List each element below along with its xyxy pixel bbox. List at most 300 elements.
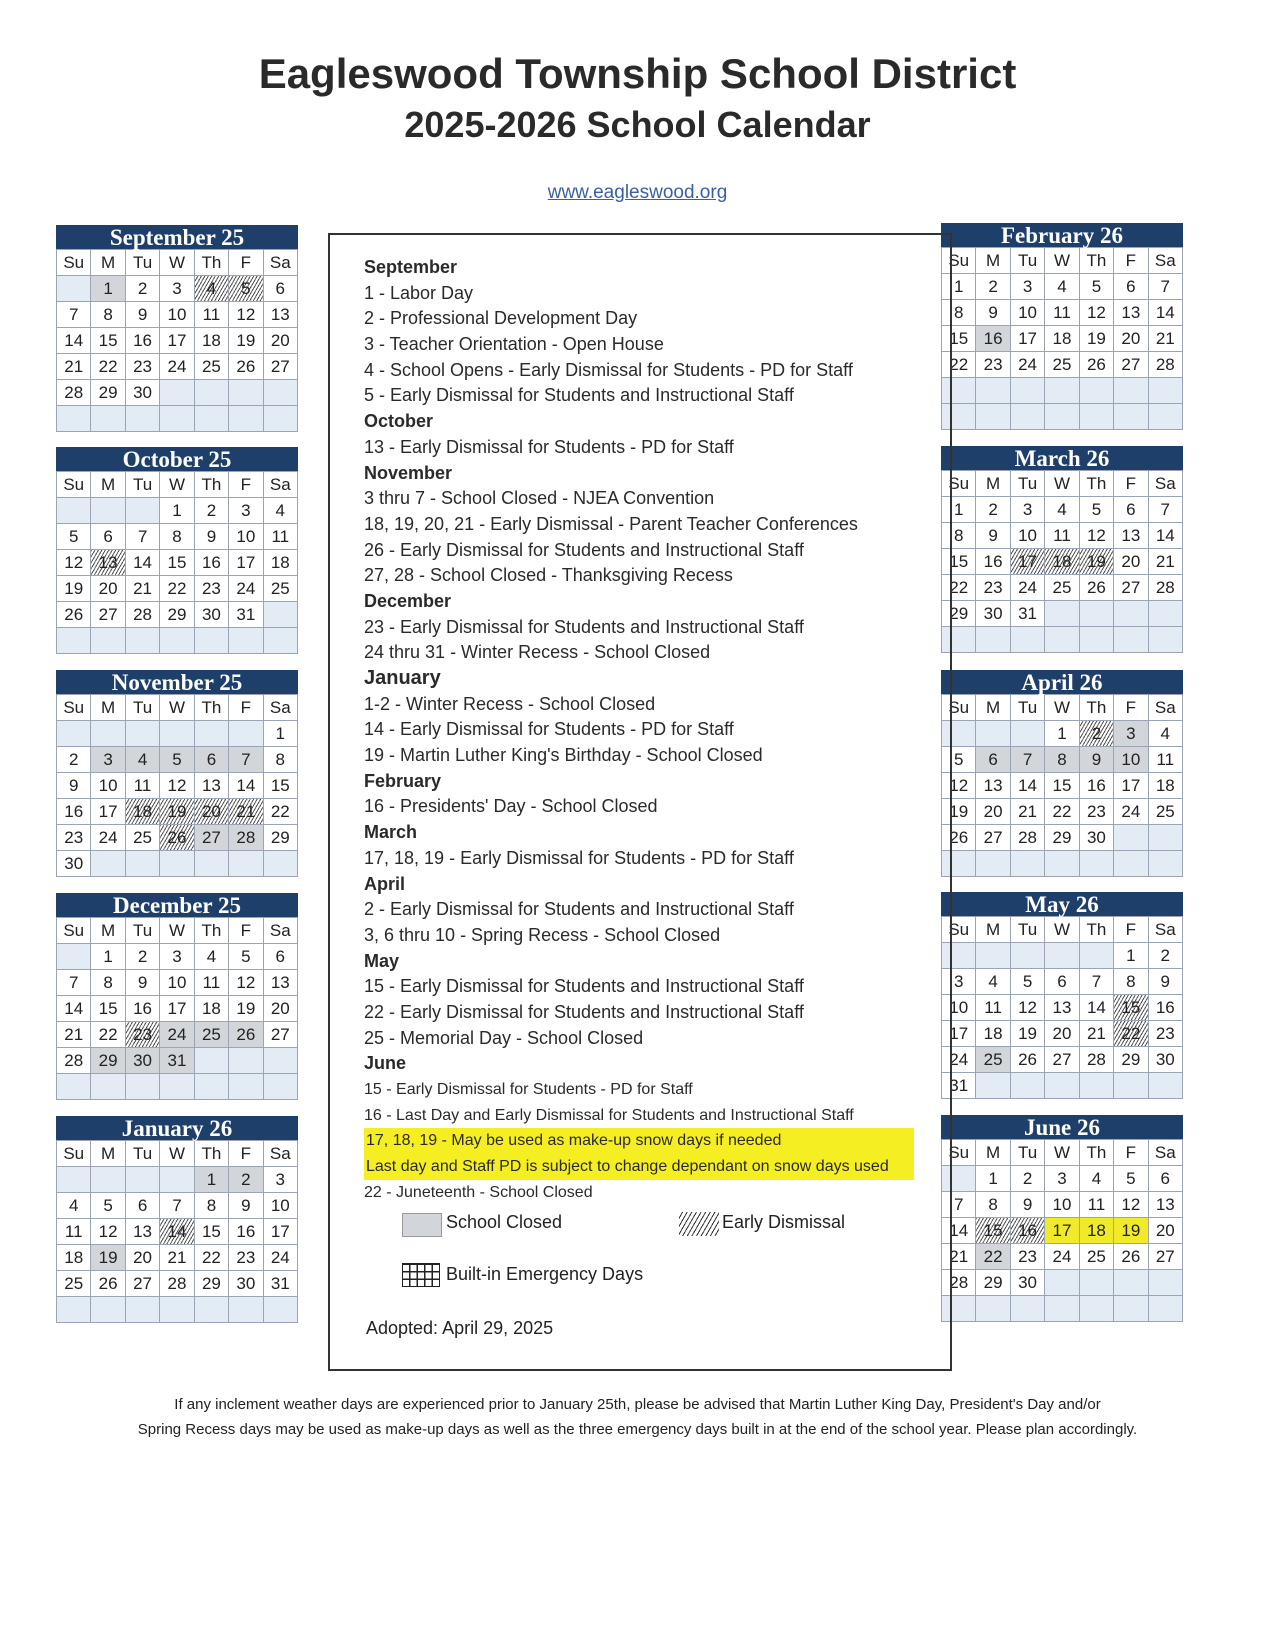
day-cell: 2	[976, 497, 1010, 523]
empty-cell	[126, 721, 160, 747]
day-cell: 16	[229, 1219, 263, 1245]
day-cell: 26	[1011, 1047, 1045, 1073]
weekday-header: W	[1045, 248, 1079, 274]
weekday-header: F	[1114, 1140, 1148, 1166]
empty-cell	[1080, 1296, 1114, 1322]
weekday-header: F	[229, 250, 263, 276]
day-cell: 10	[160, 302, 194, 328]
day-cell: 8	[91, 970, 125, 996]
day-cell: 14	[126, 550, 160, 576]
day-cell: 4	[195, 276, 229, 302]
day-cell: 8	[942, 523, 976, 549]
day-cell: 1	[942, 497, 976, 523]
empty-cell	[976, 1296, 1010, 1322]
month-grid	[56, 1140, 298, 1323]
day-cell: 5	[1080, 274, 1114, 300]
empty-cell	[126, 1297, 160, 1323]
day-cell: 8	[942, 300, 976, 326]
day-cell: 3	[942, 969, 976, 995]
day-cell: 29	[91, 380, 125, 406]
event-item: 5 - Early Dismissal for Students and Instructional Staff	[364, 385, 794, 406]
day-cell: 22	[160, 576, 194, 602]
day-cell: 4	[1080, 1166, 1114, 1192]
day-cell: 3	[91, 747, 125, 773]
month-title: October 25	[56, 447, 298, 471]
event-item: 1-2 - Winter Recess - School Closed	[364, 693, 656, 714]
day-cell: 21	[160, 1245, 194, 1271]
event-item: 3 thru 7 - School Closed - NJEA Convention	[364, 488, 715, 509]
day-cell: 21	[1149, 549, 1183, 575]
month-grid	[941, 916, 1183, 1099]
day-cell: 25	[195, 1022, 229, 1048]
day-cell: 26	[942, 825, 976, 851]
day-cell: 5	[229, 944, 263, 970]
day-cell: 24	[1011, 575, 1045, 601]
day-cell: 27	[1045, 1047, 1079, 1073]
empty-cell	[195, 1048, 229, 1074]
day-cell: 6	[126, 1193, 160, 1219]
empty-cell	[91, 1167, 125, 1193]
day-cell: 21	[1080, 1021, 1114, 1047]
month-grid	[56, 917, 298, 1100]
day-cell: 18	[976, 1021, 1010, 1047]
day-cell: 1	[264, 721, 298, 747]
empty-cell	[1011, 404, 1045, 430]
empty-cell	[126, 851, 160, 877]
day-cell: 11	[195, 970, 229, 996]
empty-cell	[1080, 627, 1114, 653]
day-cell: 13	[91, 550, 125, 576]
empty-cell	[1114, 627, 1148, 653]
day-cell: 7	[57, 302, 91, 328]
event-item: 1 - Labor Day	[364, 282, 474, 303]
day-cell: 3	[160, 276, 194, 302]
empty-cell	[1149, 627, 1183, 653]
day-cell: 20	[126, 1245, 160, 1271]
day-cell: 24	[1011, 352, 1045, 378]
month-title: March 26	[941, 446, 1183, 470]
empty-cell	[57, 721, 91, 747]
day-cell: 23	[1011, 1244, 1045, 1270]
day-cell: 18	[195, 328, 229, 354]
day-cell: 15	[942, 549, 976, 575]
day-cell: 28	[160, 1271, 194, 1297]
weekday-header: Su	[57, 695, 91, 721]
weekday-header: W	[160, 472, 194, 498]
empty-cell	[264, 1297, 298, 1323]
empty-cell	[229, 1048, 263, 1074]
empty-cell	[229, 721, 263, 747]
day-cell: 13	[195, 773, 229, 799]
weekday-header: Sa	[1149, 695, 1183, 721]
day-cell: 11	[126, 773, 160, 799]
day-cell: 7	[160, 1193, 194, 1219]
day-cell: 1	[942, 274, 976, 300]
empty-cell	[1149, 851, 1183, 877]
day-cell: 14	[1149, 523, 1183, 549]
day-cell: 29	[976, 1270, 1010, 1296]
day-cell: 16	[126, 996, 160, 1022]
day-cell: 19	[1080, 326, 1114, 352]
day-cell: 24	[264, 1245, 298, 1271]
day-cell: 7	[229, 747, 263, 773]
footer-note-line-1: If any inclement weather days are experienced prior to January 25th, please be advised that Martin Luther King Day, President's Day and/or	[174, 1396, 1101, 1413]
weekday-header: Th	[1080, 917, 1114, 943]
day-cell: 30	[229, 1271, 263, 1297]
day-cell: 4	[126, 747, 160, 773]
day-cell: 22	[195, 1245, 229, 1271]
day-cell: 28	[1080, 1047, 1114, 1073]
month-grid	[941, 1139, 1183, 1322]
month-calendar	[941, 1115, 1183, 1322]
day-cell: 18	[264, 550, 298, 576]
emergency-days-swatch	[402, 1263, 440, 1287]
day-cell: 20	[91, 576, 125, 602]
weekday-header: Tu	[1011, 471, 1045, 497]
empty-cell	[1114, 851, 1148, 877]
day-cell: 7	[942, 1192, 976, 1218]
day-cell: 17	[1011, 326, 1045, 352]
weekday-header: F	[1114, 248, 1148, 274]
day-cell: 21	[229, 799, 263, 825]
empty-cell	[160, 721, 194, 747]
empty-cell	[57, 406, 91, 432]
day-cell: 11	[195, 302, 229, 328]
day-cell: 15	[1114, 995, 1148, 1021]
weekday-header: Su	[57, 250, 91, 276]
day-cell: 19	[160, 799, 194, 825]
school-closed-legend-label: School Closed	[446, 1212, 563, 1232]
weekday-header: Su	[57, 1141, 91, 1167]
day-cell: 25	[1045, 575, 1079, 601]
day-cell: 2	[1149, 943, 1183, 969]
event-item: 25 - Memorial Day - School Closed	[364, 1027, 644, 1048]
event-month-heading: May	[364, 950, 400, 971]
day-cell: 22	[942, 575, 976, 601]
empty-cell	[1011, 721, 1045, 747]
empty-cell	[91, 406, 125, 432]
day-cell: 6	[1149, 1166, 1183, 1192]
day-cell: 17	[1011, 549, 1045, 575]
day-cell: 10	[1045, 1192, 1079, 1218]
day-cell: 3	[1011, 274, 1045, 300]
day-cell: 17	[160, 328, 194, 354]
day-cell: 15	[160, 550, 194, 576]
day-cell: 2	[195, 498, 229, 524]
day-cell: 7	[1011, 747, 1045, 773]
day-cell: 5	[57, 524, 91, 550]
event-month-heading: June	[364, 1053, 407, 1074]
empty-cell	[229, 406, 263, 432]
day-cell: 12	[160, 773, 194, 799]
day-cell: 20	[1149, 1218, 1183, 1244]
weekday-header: Su	[942, 917, 976, 943]
event-item: 24 thru 31 - Winter Recess - School Closed	[364, 642, 711, 663]
empty-cell	[264, 1074, 298, 1100]
weekday-header: Sa	[264, 1141, 298, 1167]
empty-cell	[1114, 1073, 1148, 1099]
day-cell: 4	[264, 498, 298, 524]
weekday-header: W	[160, 1141, 194, 1167]
event-month-heading: September	[364, 257, 458, 277]
day-cell: 2	[57, 747, 91, 773]
empty-cell	[57, 1297, 91, 1323]
day-cell: 27	[976, 825, 1010, 851]
empty-cell	[1149, 1073, 1183, 1099]
day-cell: 16	[976, 326, 1010, 352]
empty-cell	[229, 380, 263, 406]
month-title: December 25	[56, 893, 298, 917]
day-cell: 6	[264, 276, 298, 302]
day-cell: 30	[1011, 1270, 1045, 1296]
month-title: April 26	[941, 670, 1183, 694]
weekday-header: Sa	[264, 250, 298, 276]
day-cell: 9	[229, 1193, 263, 1219]
day-cell: 5	[160, 747, 194, 773]
month-calendar	[56, 447, 298, 654]
day-cell: 4	[1149, 721, 1183, 747]
empty-cell	[91, 1074, 125, 1100]
empty-cell	[91, 1297, 125, 1323]
day-cell: 31	[264, 1271, 298, 1297]
day-cell: 17	[91, 799, 125, 825]
empty-cell	[1011, 1073, 1045, 1099]
empty-cell	[1149, 1270, 1183, 1296]
event-item: 17, 18, 19 - Early Dismissal for Students - PD for Staff	[364, 847, 794, 868]
empty-cell	[1045, 1073, 1079, 1099]
empty-cell	[1045, 627, 1079, 653]
day-cell: 13	[126, 1219, 160, 1245]
day-cell: 18	[195, 996, 229, 1022]
event-item: 23 - Early Dismissal for Students and Instructional Staff	[364, 616, 804, 637]
day-cell: 24	[160, 354, 194, 380]
day-cell: 26	[160, 825, 194, 851]
empty-cell	[1114, 1296, 1148, 1322]
event-item: 18, 19, 20, 21 - Early Dismissal - Parent Teacher Conferences	[364, 513, 858, 534]
day-cell: 6	[195, 747, 229, 773]
empty-cell	[976, 1073, 1010, 1099]
weekday-header: Tu	[1011, 917, 1045, 943]
day-cell: 13	[1149, 1192, 1183, 1218]
day-cell: 20	[976, 799, 1010, 825]
day-cell: 14	[1149, 300, 1183, 326]
month-grid	[56, 694, 298, 877]
day-cell: 19	[942, 799, 976, 825]
empty-cell	[1011, 378, 1045, 404]
empty-cell	[160, 1297, 194, 1323]
event-month-heading: December	[364, 590, 452, 611]
day-cell: 31	[160, 1048, 194, 1074]
month-calendar	[56, 670, 298, 877]
day-cell: 16	[1080, 773, 1114, 799]
day-cell: 19	[1114, 1218, 1148, 1244]
day-cell: 27	[264, 354, 298, 380]
empty-cell	[1114, 601, 1148, 627]
day-cell: 19	[1080, 549, 1114, 575]
month-grid	[941, 694, 1183, 877]
day-cell: 1	[160, 498, 194, 524]
day-cell: 25	[1045, 352, 1079, 378]
weekday-header: F	[229, 918, 263, 944]
event-month-heading: October	[364, 411, 434, 432]
empty-cell	[91, 721, 125, 747]
day-cell: 26	[1080, 352, 1114, 378]
weekday-header: Th	[1080, 1140, 1114, 1166]
day-cell: 20	[195, 799, 229, 825]
day-cell: 12	[1080, 523, 1114, 549]
day-cell: 19	[1011, 1021, 1045, 1047]
empty-cell	[126, 1074, 160, 1100]
day-cell: 16	[1011, 1218, 1045, 1244]
day-cell: 31	[1011, 601, 1045, 627]
empty-cell	[57, 1167, 91, 1193]
event-item: 19 - Martin Luther King's Birthday - School Closed	[364, 745, 763, 766]
month-calendar	[56, 225, 298, 432]
weekday-header: Sa	[1149, 917, 1183, 943]
event-item: 15 - Early Dismissal for Students - PD for Staff	[364, 1081, 693, 1098]
empty-cell	[264, 628, 298, 654]
day-cell: 19	[91, 1245, 125, 1271]
weekday-header: Th	[195, 250, 229, 276]
day-cell: 10	[1011, 300, 1045, 326]
day-cell: 8	[1114, 969, 1148, 995]
day-cell: 2	[976, 274, 1010, 300]
empty-cell	[229, 1297, 263, 1323]
empty-cell	[1149, 601, 1183, 627]
day-cell: 12	[57, 550, 91, 576]
day-cell: 14	[1011, 773, 1045, 799]
empty-cell	[126, 628, 160, 654]
day-cell: 21	[57, 354, 91, 380]
day-cell: 28	[229, 825, 263, 851]
empty-cell	[1045, 378, 1079, 404]
day-cell: 25	[126, 825, 160, 851]
month-title: June 26	[941, 1115, 1183, 1139]
day-cell: 5	[1114, 1166, 1148, 1192]
day-cell: 7	[57, 970, 91, 996]
weekday-header: Th	[195, 695, 229, 721]
empty-cell	[57, 498, 91, 524]
day-cell: 26	[1080, 575, 1114, 601]
day-cell: 5	[91, 1193, 125, 1219]
weekday-header: Tu	[126, 250, 160, 276]
day-cell: 20	[1045, 1021, 1079, 1047]
day-cell: 25	[1080, 1244, 1114, 1270]
event-item: 4 - School Opens - Early Dismissal for Students - PD for Staff	[364, 359, 853, 380]
weekday-header: W	[160, 250, 194, 276]
day-cell: 29	[942, 601, 976, 627]
day-cell: 9	[976, 523, 1010, 549]
empty-cell	[229, 628, 263, 654]
day-cell: 8	[264, 747, 298, 773]
empty-cell	[1149, 1296, 1183, 1322]
day-cell: 21	[1149, 326, 1183, 352]
day-cell: 24	[91, 825, 125, 851]
weekday-header: Su	[57, 918, 91, 944]
day-cell: 23	[126, 354, 160, 380]
weekday-header: Tu	[1011, 248, 1045, 274]
day-cell: 3	[1045, 1166, 1079, 1192]
day-cell: 11	[976, 995, 1010, 1021]
day-cell: 15	[91, 996, 125, 1022]
empty-cell	[91, 628, 125, 654]
weekday-header: Sa	[1149, 471, 1183, 497]
empty-cell	[1080, 943, 1114, 969]
day-cell: 11	[264, 524, 298, 550]
day-cell: 13	[264, 970, 298, 996]
empty-cell	[160, 628, 194, 654]
empty-cell	[195, 721, 229, 747]
day-cell: 17	[160, 996, 194, 1022]
event-item: 13 - Early Dismissal for Students - PD for Staff	[364, 436, 734, 457]
day-cell: 28	[126, 602, 160, 628]
day-cell: 18	[1080, 1218, 1114, 1244]
empty-cell	[1149, 404, 1183, 430]
weekday-header: M	[976, 248, 1010, 274]
day-cell: 5	[942, 747, 976, 773]
day-cell: 17	[1114, 773, 1148, 799]
empty-cell	[160, 1167, 194, 1193]
event-item: 15 - Early Dismissal for Students and Instructional Staff	[364, 976, 804, 997]
event-item: 22 - Juneteenth - School Closed	[364, 1183, 593, 1201]
day-cell: 23	[195, 576, 229, 602]
day-cell: 2	[1011, 1166, 1045, 1192]
weekday-header: F	[1114, 695, 1148, 721]
day-cell: 8	[160, 524, 194, 550]
weekday-header: F	[229, 472, 263, 498]
day-cell: 30	[57, 851, 91, 877]
day-cell: 10	[1114, 747, 1148, 773]
event-month-heading: February	[364, 770, 442, 791]
empty-cell	[57, 628, 91, 654]
empty-cell	[1080, 601, 1114, 627]
day-cell: 24	[1114, 799, 1148, 825]
empty-cell	[1045, 943, 1079, 969]
day-cell: 11	[1080, 1192, 1114, 1218]
weekday-header: Sa	[264, 918, 298, 944]
day-cell: 10	[264, 1193, 298, 1219]
day-cell: 4	[1045, 497, 1079, 523]
calendar-title: 2025-2026 School Calendar	[404, 104, 871, 145]
empty-cell	[264, 602, 298, 628]
adopted-date: Adopted: April 29, 2025	[366, 1318, 554, 1338]
event-item: 22 - Early Dismissal for Students and Instructional Staff	[364, 1001, 804, 1022]
weekday-header: W	[1045, 695, 1079, 721]
event-item: Last day and Staff PD is subject to change dependant on snow days used	[364, 1154, 914, 1180]
day-cell: 22	[91, 354, 125, 380]
day-cell: 28	[942, 1270, 976, 1296]
day-cell: 16	[57, 799, 91, 825]
emergency-days-legend-label: Built-in Emergency Days	[446, 1264, 644, 1284]
weekday-header: M	[91, 918, 125, 944]
day-cell: 24	[942, 1047, 976, 1073]
day-cell: 6	[264, 944, 298, 970]
day-cell: 18	[126, 799, 160, 825]
empty-cell	[1045, 1270, 1079, 1296]
website-link[interactable]: www.eagleswood.org	[547, 182, 728, 203]
weekday-header: W	[160, 695, 194, 721]
weekday-header: M	[976, 471, 1010, 497]
day-cell: 1	[1045, 721, 1079, 747]
day-cell: 22	[976, 1244, 1010, 1270]
day-cell: 8	[195, 1193, 229, 1219]
day-cell: 9	[1011, 1192, 1045, 1218]
empty-cell	[1114, 404, 1148, 430]
month-calendar	[941, 446, 1183, 653]
day-cell: 30	[1149, 1047, 1183, 1073]
day-cell: 21	[942, 1244, 976, 1270]
day-cell: 25	[976, 1047, 1010, 1073]
